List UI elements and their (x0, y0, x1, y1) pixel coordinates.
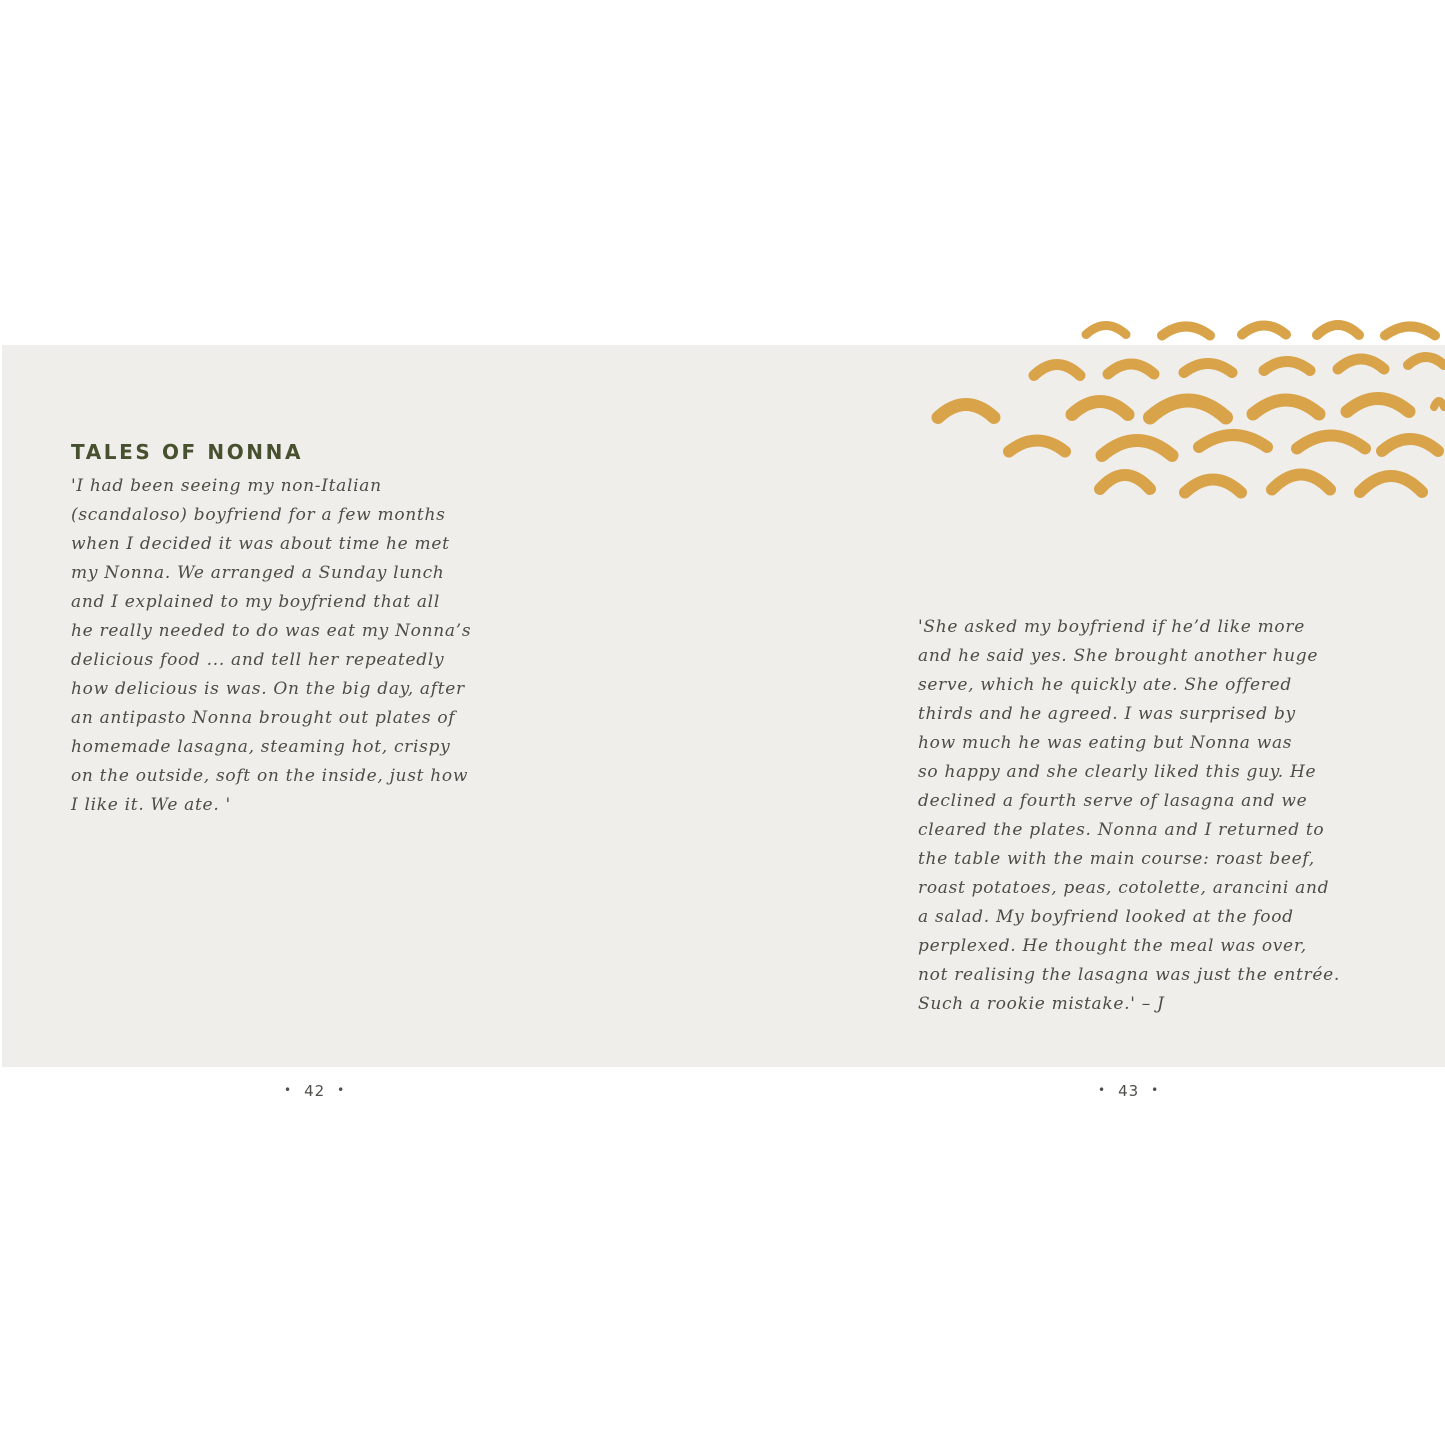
quote-line: serve, which he quickly ate. She offered (918, 675, 1292, 695)
quote-line: thirds and he agreed. I was surprised by (918, 704, 1296, 724)
macaroni-piece (1242, 326, 1286, 335)
quote-line: not realising the lasagna was just the entrée. (918, 965, 1340, 985)
right-quote (918, 613, 1340, 1019)
quote-line: and he said yes. She brought another huge (918, 646, 1319, 666)
quote-line: perplexed. He thought the meal was over, (918, 936, 1307, 956)
quote-line: so happy and she clearly liked this guy. He (918, 762, 1317, 782)
macaroni-piece (1086, 326, 1126, 335)
page-number: 42 (304, 1082, 326, 1100)
quote-line: how much he was eating but Nonna was (918, 733, 1293, 753)
quote-line: (scandaloso) boyfriend for a few months (71, 505, 446, 525)
left-quote (71, 472, 471, 820)
page-number-left (272, 1082, 357, 1100)
folio-dot: • (1098, 1083, 1107, 1097)
section-heading: TALES OF NONNA (71, 440, 304, 464)
macaroni-piece (1317, 325, 1359, 335)
quote-line: my Nonna. We arranged a Sunday lunch (71, 563, 445, 583)
folio-dot: • (1151, 1083, 1160, 1097)
quote-line: and I explained to my boyfriend that all (71, 592, 440, 612)
quote-line: roast potatoes, peas, cotolette, arancini and (918, 878, 1330, 898)
quote-line: delicious food ... and tell her repeatedly (71, 650, 445, 670)
quote-line: homemade lasagna, steaming hot, crispy (71, 737, 451, 757)
quote-line: an antipasto Nonna brought out plates of (71, 708, 456, 728)
quote-line: cleared the plates. Nonna and I returned to (918, 820, 1325, 840)
quote-line: Such a rookie mistake.' – J (918, 994, 1165, 1014)
quote-line: how delicious is was. On the big day, after (71, 679, 465, 699)
quote-line: on the outside, soft on the inside, just how (71, 766, 469, 786)
folio-dot: • (337, 1083, 346, 1097)
page-number: 43 (1118, 1082, 1140, 1100)
quote-line: the table with the main course: roast beef, (918, 849, 1315, 869)
quote-line: he really needed to do was eat my Nonna’s (71, 621, 472, 641)
quote-line: I like it. We ate. ' (71, 795, 231, 815)
folio-dot: • (284, 1083, 293, 1097)
page-number-right (1086, 1082, 1171, 1100)
quote-line: declined a fourth serve of lasagna and we (918, 791, 1308, 811)
quote-line: when I decided it was about time he met (71, 534, 450, 554)
macaroni-piece (1162, 327, 1210, 336)
macaroni-piece (1385, 327, 1435, 336)
quote-line: 'I had been seeing my non-Italian (71, 476, 382, 496)
quote-line: 'She asked my boyfriend if he’d like more (918, 617, 1305, 637)
quote-line: a salad. My boyfriend looked at the food (918, 907, 1294, 927)
